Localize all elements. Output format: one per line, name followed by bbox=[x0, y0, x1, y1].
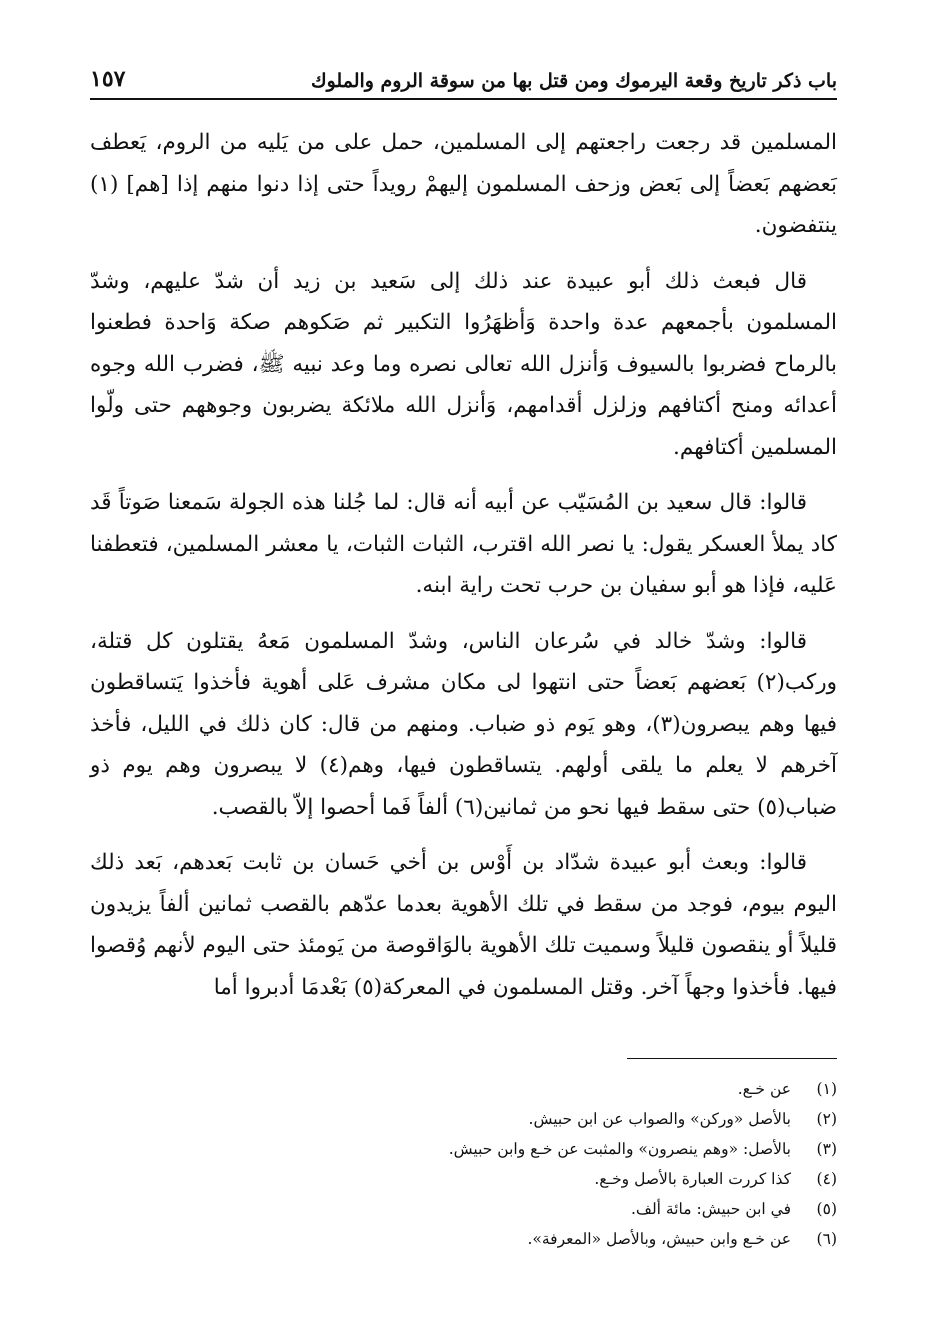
footnote-number: (٤) bbox=[816, 1170, 837, 1188]
paragraph: قالوا: قال سعيد بن المُسَيّب عن أبيه أنه قال: لما جُلنا هذه الجولة سَمعنا صَوتاً قَد كاد يملأ العسكر يقول: يا نصر الله اقترب، الثبات الثبات، يا معشر المسلمين، فتعطفنا عَليه، فإذا هو أبو سفيان بن حرب تحت راية ابنه. bbox=[90, 490, 837, 598]
footnote-number: (٥) bbox=[816, 1200, 837, 1218]
footnote-text: عن خـع وابن حبيش، وبالأصل «المعرفة». bbox=[527, 1230, 791, 1248]
footnote-text: بالأصل: «وهم ينصرون» والمثبت عن خـع وابن حبيش. bbox=[448, 1140, 791, 1158]
running-title: باب ذكر تاريخ وقعة اليرموك ومن قتل بها من سوقة الروم والملوك bbox=[310, 70, 837, 92]
footnote bbox=[90, 1194, 837, 1224]
footnote bbox=[90, 1074, 837, 1104]
footnote-text: في ابن حبيش: مائة ألف. bbox=[630, 1200, 791, 1218]
footnote-separator bbox=[627, 1058, 837, 1059]
paragraph: قالوا: وبعث أبو عبيدة شدّاد بن أَوْس بن أخي حَسان بن ثابت بَعدهم، بَعد ذلك اليوم بيوم، فوجد من سقط في تلك الأهوية بعدما عدّهم بالقصب ثمانين ألفاً يزيدون قليلاً أو ينقصون قليلاً وسميت تلك الأهوية بالوَاقوصة من يَومئذ حتى اليوم لأنهم وُقصوا فيها. فأخذوا وجهاً آخر. وقتل المسلمون في المعركة(٥) بَعْدمَا أدبروا أما bbox=[90, 850, 837, 1000]
footnote-text: كذا كررت العبارة بالأصل وخـع. bbox=[594, 1170, 791, 1188]
main-text bbox=[90, 122, 837, 1022]
footnote-number: (٢) bbox=[816, 1110, 837, 1128]
footnote-number: (٦) bbox=[816, 1230, 837, 1248]
page-header bbox=[90, 52, 837, 100]
footnote bbox=[90, 1134, 837, 1164]
paragraph: المسلمين قد رجعت راجعتهم إلى المسلمين، حمل على من يَليه من الروم، يَعطف بَعضهم بَعضاً إلى بَعض وزحف المسلمون إليهمْ رويداً حتى إذا دنوا منهم إذا [هم] (١) ينتفضون. bbox=[90, 130, 837, 238]
paragraph: قالوا: وشدّ خالد في سُرعان الناس، وشدّ المسلمون مَعهُ يقتلون كل قتلة، وركب(٢) بَعضهم بَعضاً حتى انتهوا لى مكان مشرف عَلى أهوية فأخذوا يَتساقطون فيها وهم يبصرون(٣)، وهو يَوم ذو ضباب. ومنهم من قال: كان ذلك في الليل، فأخذ آخرهم لا يعلم ما يلقى أولهم. يتساقطون فيها، وهم(٤) لا يبصرون وهم يوم ذو ضباب(٥) حتى سقط فيها نحو من ثمانين(٦) ألفاً فَما أحصوا إلاّ بالقصب. bbox=[90, 628, 837, 820]
footnote-text: بالأصل «وركن» والصواب عن ابن حبيش. bbox=[528, 1110, 791, 1128]
footnotes bbox=[90, 1074, 837, 1254]
footnote bbox=[90, 1164, 837, 1194]
footnote-text: عن خـع. bbox=[737, 1080, 791, 1098]
footnote-number: (٣) bbox=[816, 1140, 837, 1158]
footnote bbox=[90, 1224, 837, 1254]
page-number: ١٥٧ bbox=[90, 66, 126, 92]
footnote bbox=[90, 1104, 837, 1134]
paragraph: قال فبعث ذلك أبو عبيدة عند ذلك إلى سَعيد بن زيد أن شدّ عليهم، وشدّ المسلمون بأجمعهم عدة واحدة وَأظهَرُوا التكبير ثم صَكوهم صكة وَاحدة فطعنوا بالرماح فضربوا بالسيوف وَأنزل الله تعالى نصره وما وعد نبيه ﷺ، فضرب الله وجوه أعدائه ومنح أكتافهم وزلزل أقدامهم، وَأنزل الله ملائكة يضربون وجوههم حتى ولّوا المسلمين أكتافهم. bbox=[90, 268, 837, 460]
footnote-number: (١) bbox=[816, 1080, 837, 1098]
